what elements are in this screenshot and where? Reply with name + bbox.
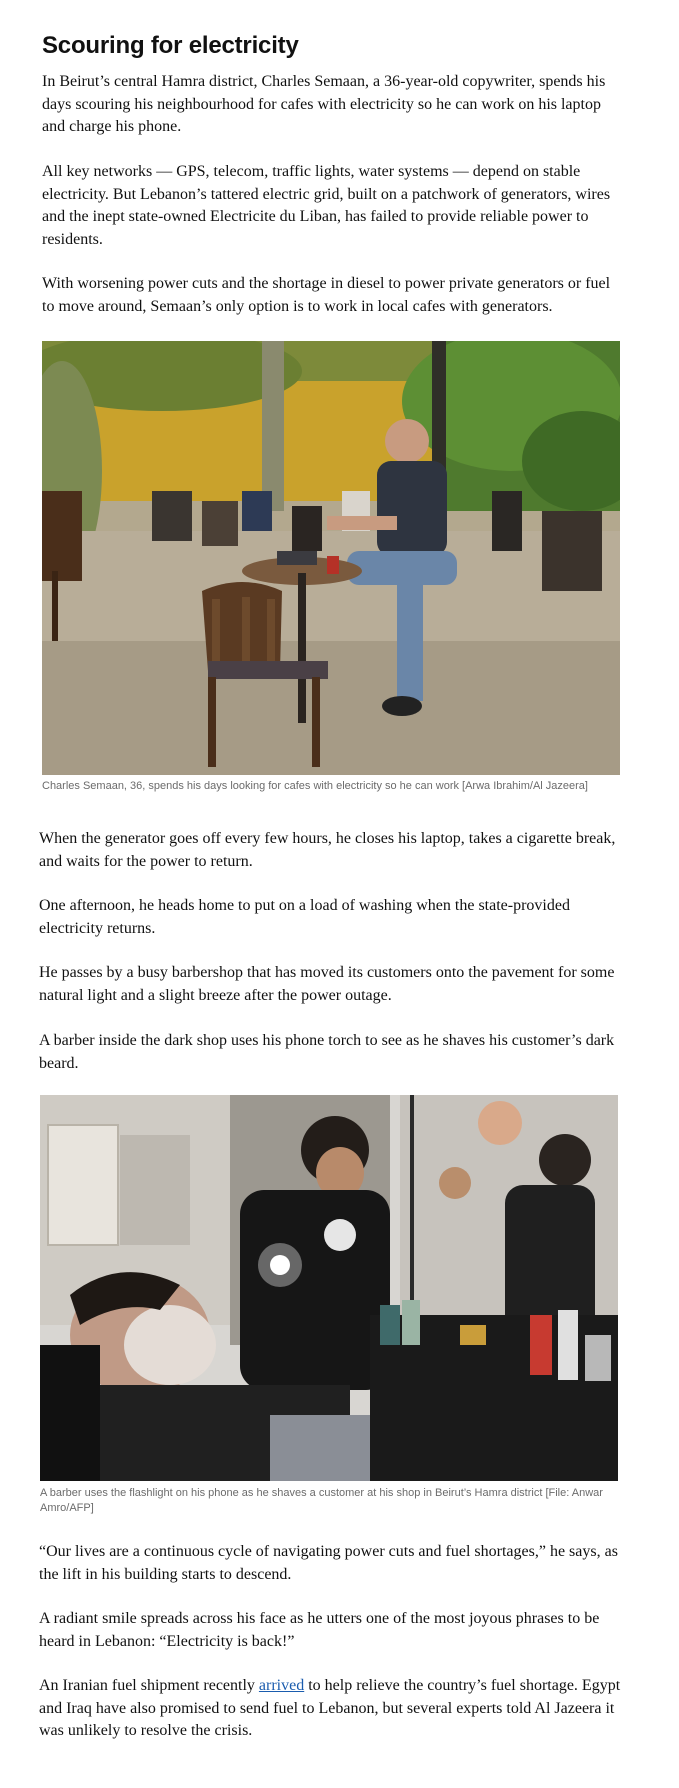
arrived-link[interactable]: arrived — [258, 1677, 305, 1694]
paragraph: All key networks — GPS, telecom, traffic lights, water systems — depend on stable electricity. But Lebanon’s tattered electric grid, built on a patchwork of generators, wires and the inept state-owned Electricite du Liban, has failed to provide reliable power to residents. — [42, 163, 611, 248]
barbershop-photo — [40, 1095, 618, 1481]
paragraph: When the generator goes off every few hours, he closes his laptop, takes a cigarette break, and waits for the power to return. — [39, 830, 616, 870]
paragraph: With worsening power cuts and the shortage in diesel to power private generators or fuel to move around, Semaan’s only option is to work in local cafes with generators. — [42, 275, 611, 315]
paragraph: In Beirut’s central Hamra district, Charles Semaan, a 36-year-old copywriter, spends his days scouring his neighbourhood for cafes with electricity so he can work on his laptop and charge his phone. — [42, 73, 606, 136]
paragraph: One afternoon, he heads home to put on a load of washing when the state-provided electricity returns. — [39, 897, 570, 937]
paragraph — [39, 1675, 621, 1743]
paragraph: A barber inside the dark shop uses his phone torch to see as he shaves his customer’s dark beard. — [39, 1032, 615, 1072]
paragraph: He passes by a busy barbershop that has moved its customers onto the pavement for some natural light and a slight breeze after the power outage. — [39, 964, 615, 1004]
paragraph: “Our lives are a continuous cycle of navigating power cuts and fuel shortages,” he says, as the lift in his building starts to descend. — [39, 1543, 618, 1583]
photo-caption: A barber uses the flashlight on his phone as he shaves a customer at his shop in Beirut’s Hamra district [File: Anwar Amro/AFP] — [40, 1487, 603, 1514]
photo-caption: Charles Semaan, 36, spends his days looking for cafes with electricity so he can work [Arwa Ibrahim/Al Jazeera] — [42, 780, 588, 792]
section-heading: Scouring for electricity — [42, 32, 299, 59]
paragraph: A radiant smile spreads across his face as he utters one of the most joyous phrases to be heard in Lebanon: “Electricity is back!” — [39, 1610, 600, 1650]
paragraph-text: to help relieve the country’s fuel shortage. Egypt and Iraq have also promised to send fuel to Lebanon, but several experts told Al Jazeera it was unlikely to resolve the crisis. — [39, 1677, 621, 1740]
cafe-photo — [42, 341, 620, 775]
paragraph-text: An Iranian fuel shipment recently — [39, 1677, 259, 1694]
